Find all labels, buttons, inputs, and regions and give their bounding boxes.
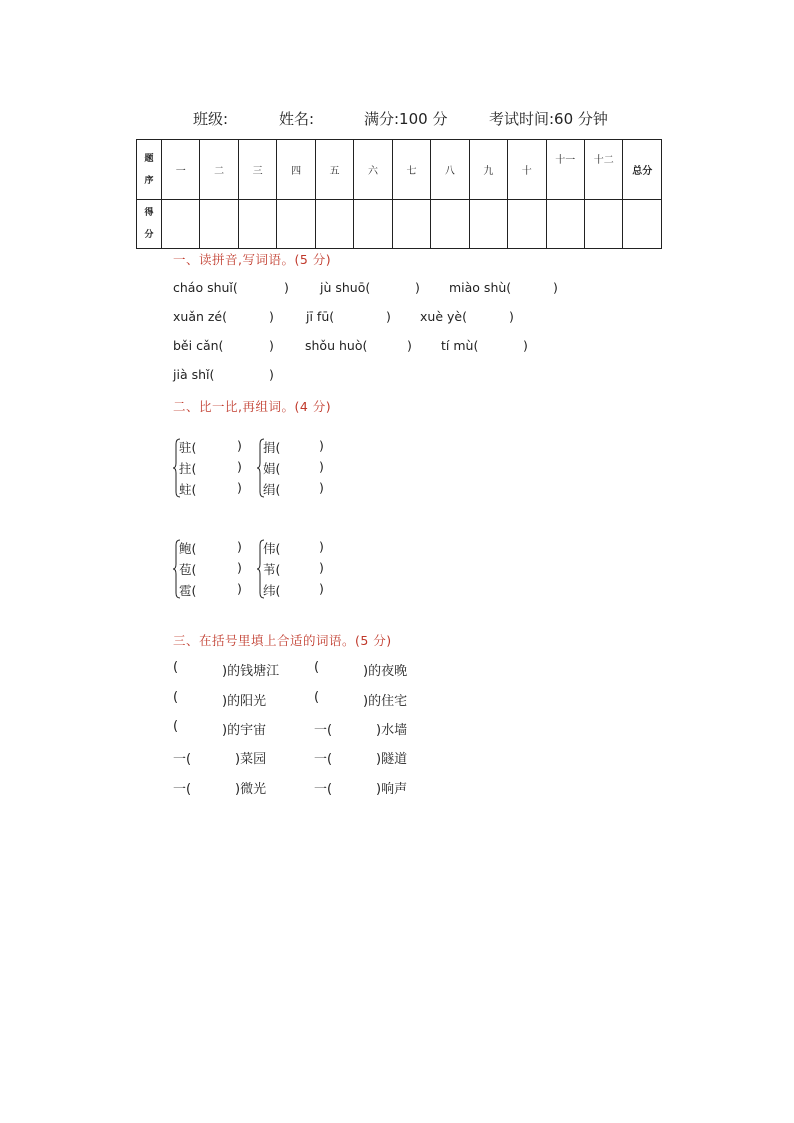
pinyin-prompt: shǒu huò( bbox=[305, 338, 368, 353]
full-score-label: 满分:100 分 bbox=[364, 110, 448, 128]
score-cell[interactable] bbox=[431, 200, 469, 249]
phrase-suffix: )的夜晚 bbox=[363, 664, 408, 679]
answer-blank[interactable]: 一( bbox=[173, 782, 192, 797]
section2-title: 二、比一比,再组词。(4 分) bbox=[173, 399, 332, 414]
answer-blank[interactable]: ( bbox=[314, 690, 320, 705]
pinyin-prompt: xuè yè( bbox=[420, 309, 467, 324]
answer-blank[interactable]: ) bbox=[237, 581, 242, 596]
column-header: 八 bbox=[431, 140, 469, 200]
answer-blank[interactable]: ) bbox=[237, 438, 242, 453]
character-prompt: 纬( bbox=[263, 583, 281, 598]
name-label: 姓名: bbox=[279, 110, 315, 128]
phrase-suffix: )菜园 bbox=[235, 752, 267, 767]
column-header: 十 bbox=[508, 140, 546, 200]
answer-blank[interactable]: ) bbox=[509, 309, 514, 324]
answer-blank[interactable]: ( bbox=[173, 719, 179, 734]
total-column-header: 总分 bbox=[623, 140, 662, 200]
column-header: 十二 bbox=[584, 140, 622, 200]
total-score-cell[interactable] bbox=[623, 200, 662, 249]
pinyin-prompt: jù shuō( bbox=[320, 280, 371, 295]
score-table bbox=[136, 139, 662, 249]
answer-blank[interactable]: ) bbox=[407, 338, 412, 353]
answer-blank[interactable]: ) bbox=[237, 459, 242, 474]
column-header: 三 bbox=[238, 140, 276, 200]
section3-title: 三、在括号里填上合适的词语。(5 分) bbox=[173, 633, 392, 648]
character-group bbox=[257, 438, 337, 500]
fill-row bbox=[173, 690, 473, 710]
phrase-suffix: )的钱塘江 bbox=[222, 664, 280, 679]
character-prompt: 拄( bbox=[179, 461, 197, 476]
column-header: 九 bbox=[469, 140, 507, 200]
answer-blank[interactable]: ( bbox=[173, 660, 179, 675]
score-cell[interactable] bbox=[469, 200, 507, 249]
character-prompt: 伟( bbox=[263, 541, 281, 556]
fill-row bbox=[173, 778, 473, 798]
phrase-suffix: )水墙 bbox=[376, 723, 408, 738]
score-cell[interactable] bbox=[238, 200, 276, 249]
answer-blank[interactable]: 一( bbox=[314, 752, 333, 767]
score-cell[interactable] bbox=[584, 200, 622, 249]
score-cell[interactable] bbox=[277, 200, 315, 249]
character-prompt: 苞( bbox=[179, 562, 197, 577]
score-cell[interactable] bbox=[354, 200, 392, 249]
column-header: 七 bbox=[392, 140, 430, 200]
answer-blank[interactable]: ) bbox=[269, 338, 274, 353]
answer-blank[interactable]: 一( bbox=[314, 782, 333, 797]
pinyin-row bbox=[173, 309, 633, 329]
character-group bbox=[257, 539, 337, 601]
score-header: 得 分 bbox=[137, 200, 162, 249]
score-cell[interactable] bbox=[315, 200, 353, 249]
answer-blank[interactable]: ( bbox=[314, 660, 320, 675]
character-prompt: 捐( bbox=[263, 440, 281, 455]
character-prompt: 苇( bbox=[263, 562, 281, 577]
answer-blank[interactable]: ) bbox=[319, 539, 324, 554]
answer-blank[interactable]: ) bbox=[319, 560, 324, 575]
question-number-row bbox=[137, 140, 662, 200]
class-label: 班级: bbox=[193, 110, 229, 128]
pinyin-row bbox=[173, 367, 633, 387]
character-group bbox=[173, 438, 253, 500]
answer-blank[interactable]: ) bbox=[319, 438, 324, 453]
phrase-suffix: )的阳光 bbox=[222, 694, 267, 709]
character-prompt: 驻( bbox=[179, 440, 197, 455]
column-header: 一 bbox=[162, 140, 200, 200]
column-header: 六 bbox=[354, 140, 392, 200]
section1-title: 一、读拼音,写词语。(5 分) bbox=[173, 252, 332, 267]
pinyin-row bbox=[173, 280, 633, 300]
character-prompt: 绢( bbox=[263, 482, 281, 497]
answer-blank[interactable]: ) bbox=[269, 309, 274, 324]
character-prompt: 娟( bbox=[263, 461, 281, 476]
pinyin-prompt: tí mù( bbox=[441, 338, 479, 353]
score-cell[interactable] bbox=[392, 200, 430, 249]
phrase-suffix: )的宇宙 bbox=[222, 723, 267, 738]
question-number-header: 题 序 bbox=[137, 140, 162, 200]
fill-row bbox=[173, 719, 473, 739]
character-group bbox=[173, 539, 253, 601]
exam-time-label: 考试时间:60 分钟 bbox=[489, 110, 608, 128]
answer-blank[interactable]: ) bbox=[319, 480, 324, 495]
phrase-suffix: )隧道 bbox=[376, 752, 408, 767]
phrase-suffix: )微光 bbox=[235, 782, 267, 797]
answer-blank[interactable]: ( bbox=[173, 690, 179, 705]
column-header: 二 bbox=[200, 140, 238, 200]
column-header: 五 bbox=[315, 140, 353, 200]
answer-blank[interactable]: ) bbox=[237, 539, 242, 554]
score-cell[interactable] bbox=[162, 200, 200, 249]
answer-blank[interactable]: 一( bbox=[314, 723, 333, 738]
pinyin-prompt: běi cǎn( bbox=[173, 338, 224, 353]
score-cell[interactable] bbox=[508, 200, 546, 249]
pinyin-prompt: cháo shuǐ( bbox=[173, 280, 238, 295]
column-header: 十一 bbox=[546, 140, 584, 200]
answer-blank[interactable]: ) bbox=[553, 280, 558, 295]
fill-row bbox=[173, 660, 473, 680]
answer-blank[interactable]: 一( bbox=[173, 752, 192, 767]
answer-blank[interactable]: ) bbox=[319, 459, 324, 474]
pinyin-row bbox=[173, 338, 633, 358]
phrase-suffix: )响声 bbox=[376, 782, 408, 797]
character-prompt: 雹( bbox=[179, 583, 197, 598]
answer-blank[interactable]: ) bbox=[415, 280, 420, 295]
column-header: 四 bbox=[277, 140, 315, 200]
score-row bbox=[137, 200, 662, 249]
pinyin-prompt: jià shǐ( bbox=[173, 367, 215, 382]
answer-blank[interactable]: ) bbox=[523, 338, 528, 353]
pinyin-prompt: xuǎn zé( bbox=[173, 309, 228, 324]
character-prompt: 蛀( bbox=[179, 482, 197, 497]
fill-row bbox=[173, 748, 473, 768]
answer-blank[interactable]: ) bbox=[319, 581, 324, 596]
pinyin-prompt: jī fū( bbox=[306, 309, 335, 324]
character-prompt: 鲍( bbox=[179, 541, 197, 556]
phrase-suffix: )的住宅 bbox=[363, 694, 408, 709]
score-cell[interactable] bbox=[200, 200, 238, 249]
answer-blank[interactable]: ) bbox=[237, 480, 242, 495]
answer-blank[interactable]: ) bbox=[284, 280, 289, 295]
score-cell[interactable] bbox=[546, 200, 584, 249]
exam-header bbox=[0, 108, 794, 132]
answer-blank[interactable]: ) bbox=[386, 309, 391, 324]
pinyin-prompt: miào shù( bbox=[449, 280, 512, 295]
answer-blank[interactable]: ) bbox=[237, 560, 242, 575]
answer-blank[interactable]: ) bbox=[269, 367, 274, 382]
